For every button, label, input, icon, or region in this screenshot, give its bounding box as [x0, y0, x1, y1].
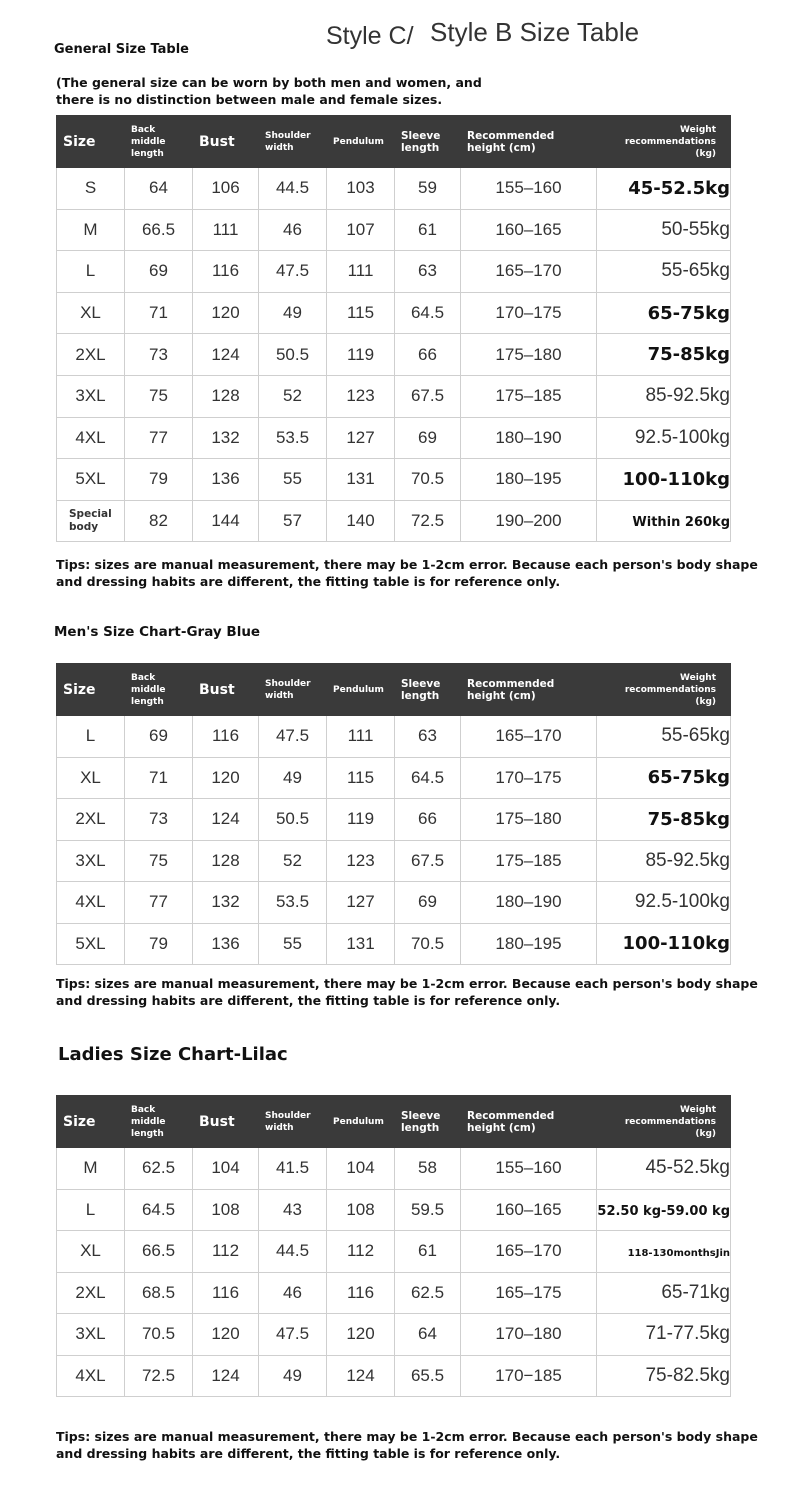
header-recommended-height: [461, 1096, 597, 1148]
header-weight-line1: Weight: [680, 672, 716, 683]
header-weight-line2: recommendations (kg): [624, 136, 716, 159]
size-cell: M: [57, 1148, 125, 1190]
weight-cell: [597, 1314, 731, 1356]
back-length-cell: 77: [125, 882, 193, 924]
back-length-cell: 64.5: [125, 1189, 193, 1231]
back-length-cell: 69: [125, 251, 193, 293]
weight-value: 75-85kg: [647, 344, 730, 366]
pendulum-cell: 131: [327, 459, 395, 501]
weight-cell: [597, 1231, 731, 1273]
header-size: [57, 1096, 125, 1148]
shoulder-width-cell: 46: [259, 209, 327, 251]
recommended-height-cell: 175–180: [461, 799, 597, 841]
bust-cell: 120: [193, 1314, 259, 1356]
header-recommended-height-line1: Recommended: [467, 1109, 555, 1122]
shoulder-width-cell: 50.5: [259, 334, 327, 376]
weight-value: 100-110kg: [622, 468, 730, 490]
weight-value: 118-130monthsJin: [627, 1248, 730, 1260]
shoulder-width-cell: 52: [259, 840, 327, 882]
bust-cell: 144: [193, 500, 259, 542]
pendulum-cell: 131: [327, 923, 395, 965]
header-weight-line1: Weight: [680, 1104, 716, 1115]
bust-cell: 104: [193, 1148, 259, 1190]
sleeve-length-cell: 67.5: [395, 840, 461, 882]
table-row: [57, 292, 731, 334]
weight-cell: [597, 716, 731, 758]
size-cell: 4XL: [57, 882, 125, 924]
shoulder-width-cell: 43: [259, 1189, 327, 1231]
header-sleeve-length-line2: length: [401, 141, 440, 154]
weight-value: 75-85kg: [647, 808, 730, 830]
size-cell: S: [57, 168, 125, 210]
header-back-length-line1: Back middle: [131, 672, 166, 695]
table-row: [57, 1148, 731, 1190]
recommended-height-cell: 190–200: [461, 500, 597, 542]
sleeve-length-cell: 69: [395, 882, 461, 924]
size-cell: 4XL: [57, 417, 125, 459]
recommended-height-cell: 170−185: [461, 1355, 597, 1397]
header-weight-line1: Weight: [680, 124, 716, 135]
shoulder-width-cell: 46: [259, 1272, 327, 1314]
back-length-cell: 82: [125, 500, 193, 542]
pendulum-cell: 104: [327, 1148, 395, 1190]
recommended-height-cell: 160–165: [461, 1189, 597, 1231]
bust-cell: 116: [193, 1272, 259, 1314]
table-row: [57, 334, 731, 376]
bust-cell: 132: [193, 417, 259, 459]
weight-cell: [597, 1189, 731, 1231]
bust-cell: 111: [193, 209, 259, 251]
header-shoulder-width-line2: width: [265, 1122, 294, 1133]
bust-cell: 124: [193, 799, 259, 841]
weight-cell: [597, 375, 731, 417]
back-length-cell: 66.5: [125, 209, 193, 251]
weight-value: 85-92.5kg: [645, 849, 730, 871]
header-sleeve-length: [395, 116, 461, 168]
sleeve-length-cell: 66: [395, 334, 461, 376]
recommended-height-cell: 160–165: [461, 209, 597, 251]
header-weight: [597, 116, 731, 168]
recommended-height-cell: 180–190: [461, 882, 597, 924]
back-length-cell: 71: [125, 292, 193, 334]
table-row: [57, 1231, 731, 1273]
shoulder-width-cell: 49: [259, 1355, 327, 1397]
weight-value: 65-75kg: [647, 302, 730, 324]
weight-cell: [597, 209, 731, 251]
tips-line1: Tips: sizes are manual measurement, there may be 1-2cm error. Because each person's body shape: [56, 1429, 758, 1444]
header-weight-line2: recommendations (kg): [624, 1116, 716, 1139]
size-cell: 2XL: [57, 334, 125, 376]
general-note: [56, 74, 482, 108]
recommended-height-cell: 180–195: [461, 923, 597, 965]
header-sleeve-length: [395, 664, 461, 716]
back-length-cell: 72.5: [125, 1355, 193, 1397]
recommended-height-cell: 155–160: [461, 1148, 597, 1190]
size-cell: Special body: [57, 500, 125, 542]
back-length-cell: 68.5: [125, 1272, 193, 1314]
header-back-length-line1: Back middle: [131, 124, 166, 147]
table-row: [57, 1189, 731, 1231]
header-size: [57, 664, 125, 716]
pendulum-cell: 107: [327, 209, 395, 251]
pendulum-cell: 140: [327, 500, 395, 542]
header-back-length-line1: Back middle: [131, 1104, 166, 1127]
bust-cell: 128: [193, 375, 259, 417]
table-row: [57, 417, 731, 459]
back-length-cell: 79: [125, 459, 193, 501]
size-cell: 3XL: [57, 1314, 125, 1356]
header-size-line1: Size: [63, 1113, 96, 1130]
sleeve-length-cell: 59.5: [395, 1189, 461, 1231]
header-pendulum: [327, 116, 395, 168]
shoulder-width-cell: 55: [259, 459, 327, 501]
weight-value: Within 260kg: [632, 515, 730, 531]
pendulum-cell: 115: [327, 292, 395, 334]
pendulum-cell: 127: [327, 417, 395, 459]
header-sleeve-length-line1: Sleeve: [401, 677, 441, 690]
bust-cell: 116: [193, 716, 259, 758]
weight-value: 65-71kg: [661, 1281, 730, 1303]
weight-value: 45-52.5kg: [628, 177, 730, 199]
weight-value: 52.50 kg-59.00 kg: [597, 1203, 730, 1219]
tips-line2: and dressing habits are different, the fitting table is for reference only.: [56, 1446, 561, 1461]
recommended-height-cell: 165–170: [461, 1231, 597, 1273]
mens-table-title: Men's Size Chart-Gray Blue: [54, 624, 261, 640]
header-sleeve-length: [395, 1096, 461, 1148]
shoulder-width-cell: 52: [259, 375, 327, 417]
pendulum-cell: 123: [327, 375, 395, 417]
header-pendulum: [327, 664, 395, 716]
header-weight: [597, 1096, 731, 1148]
shoulder-width-cell: 49: [259, 757, 327, 799]
back-length-cell: 79: [125, 923, 193, 965]
weight-cell: [597, 1272, 731, 1314]
pendulum-cell: 111: [327, 251, 395, 293]
size-cell: XL: [57, 757, 125, 799]
weight-cell: [597, 292, 731, 334]
weight-cell: [597, 334, 731, 376]
weight-cell: [597, 168, 731, 210]
size-cell: M: [57, 209, 125, 251]
header-recommended-height: [461, 116, 597, 168]
header-pendulum: [327, 1096, 395, 1148]
table-row: [57, 757, 731, 799]
weight-cell: [597, 757, 731, 799]
weight-cell: [597, 459, 731, 501]
recommended-height-cell: 170–180: [461, 1314, 597, 1356]
sleeve-length-cell: 66: [395, 799, 461, 841]
ladies-tips: [56, 1428, 758, 1462]
recommended-height-cell: 180–195: [461, 459, 597, 501]
weight-value: 92.5-100kg: [634, 891, 730, 913]
weight-value: 55-65kg: [661, 725, 730, 747]
page-title-part1: Style C/: [326, 22, 414, 50]
back-length-cell: 73: [125, 799, 193, 841]
shoulder-width-cell: 57: [259, 500, 327, 542]
table-row: [57, 500, 731, 542]
pendulum-cell: 127: [327, 882, 395, 924]
table-row: [57, 459, 731, 501]
sleeve-length-cell: 63: [395, 716, 461, 758]
size-cell: 3XL: [57, 840, 125, 882]
header-back-length: [125, 664, 193, 716]
header-shoulder-width-line1: Shoulder: [265, 678, 311, 689]
back-length-cell: 69: [125, 716, 193, 758]
shoulder-width-cell: 47.5: [259, 1314, 327, 1356]
general-size-table: [56, 115, 731, 542]
header-shoulder-width: [259, 1096, 327, 1148]
general-note-line1: (The general size can be worn by both men and women, and: [56, 75, 482, 90]
general-tips: [56, 556, 758, 590]
recommended-height-cell: 175–180: [461, 334, 597, 376]
recommended-height-cell: 165–175: [461, 1272, 597, 1314]
size-cell: 2XL: [57, 799, 125, 841]
size-cell: L: [57, 716, 125, 758]
bust-cell: 120: [193, 292, 259, 334]
table-row: [57, 799, 731, 841]
pendulum-cell: 115: [327, 757, 395, 799]
mens-size-table: [56, 663, 731, 965]
weight-value: 100-110kg: [622, 933, 730, 955]
shoulder-width-cell: 49: [259, 292, 327, 334]
sleeve-length-cell: 59: [395, 168, 461, 210]
weight-value: 45-52.5kg: [645, 1157, 730, 1179]
back-length-cell: 71: [125, 757, 193, 799]
shoulder-width-cell: 44.5: [259, 1231, 327, 1273]
header-shoulder-width-line2: width: [265, 142, 294, 153]
header-pendulum-line1: Pendulum: [333, 684, 384, 695]
header-bust: [193, 116, 259, 168]
shoulder-width-cell: 53.5: [259, 882, 327, 924]
shoulder-width-cell: 53.5: [259, 417, 327, 459]
bust-cell: 112: [193, 1231, 259, 1273]
pendulum-cell: 111: [327, 716, 395, 758]
bust-cell: 136: [193, 923, 259, 965]
sleeve-length-cell: 69: [395, 417, 461, 459]
table-row: [57, 923, 731, 965]
header-bust-line1: Bust: [199, 681, 235, 698]
bust-cell: 132: [193, 882, 259, 924]
ladies-table-title: Ladies Size Chart-Lilac: [58, 1044, 288, 1065]
sleeve-length-cell: 64.5: [395, 292, 461, 334]
pendulum-cell: 119: [327, 334, 395, 376]
pendulum-cell: 112: [327, 1231, 395, 1273]
weight-cell: [597, 500, 731, 542]
weight-value: 85-92.5kg: [645, 385, 730, 407]
back-length-cell: 75: [125, 840, 193, 882]
sleeve-length-cell: 72.5: [395, 500, 461, 542]
header-weight: [597, 664, 731, 716]
sleeve-length-cell: 63: [395, 251, 461, 293]
weight-cell: [597, 799, 731, 841]
weight-cell: [597, 417, 731, 459]
table-header-row: [57, 664, 731, 716]
back-length-cell: 75: [125, 375, 193, 417]
header-recommended-height: [461, 664, 597, 716]
header-size-line1: Size: [63, 133, 96, 150]
general-note-line2: there is no distinction between male and female sizes.: [56, 92, 443, 107]
header-shoulder-width: [259, 664, 327, 716]
bust-cell: 120: [193, 757, 259, 799]
back-length-cell: 64: [125, 168, 193, 210]
sleeve-length-cell: 65.5: [395, 1355, 461, 1397]
pendulum-cell: 124: [327, 1355, 395, 1397]
tips-line2: and dressing habits are different, the fitting table is for reference only.: [56, 574, 561, 589]
shoulder-width-cell: 47.5: [259, 251, 327, 293]
header-bust: [193, 1096, 259, 1148]
header-back-length-line2: length: [131, 696, 164, 707]
header-pendulum-line1: Pendulum: [333, 136, 384, 147]
recommended-height-cell: 170–175: [461, 292, 597, 334]
sleeve-length-cell: 64: [395, 1314, 461, 1356]
header-back-length: [125, 1096, 193, 1148]
table-row: [57, 716, 731, 758]
bust-cell: 128: [193, 840, 259, 882]
size-cell: L: [57, 251, 125, 293]
back-length-cell: 62.5: [125, 1148, 193, 1190]
table-row: [57, 375, 731, 417]
header-sleeve-length-line2: length: [401, 1121, 440, 1134]
sleeve-length-cell: 61: [395, 1231, 461, 1273]
header-back-length: [125, 116, 193, 168]
back-length-cell: 77: [125, 417, 193, 459]
pendulum-cell: 116: [327, 1272, 395, 1314]
header-size-line1: Size: [63, 681, 96, 698]
back-length-cell: 70.5: [125, 1314, 193, 1356]
bust-cell: 136: [193, 459, 259, 501]
sleeve-length-cell: 70.5: [395, 459, 461, 501]
weight-value: 92.5-100kg: [634, 426, 730, 448]
pendulum-cell: 120: [327, 1314, 395, 1356]
size-cell: 5XL: [57, 459, 125, 501]
recommended-height-cell: 175–185: [461, 840, 597, 882]
weight-value: 50-55kg: [661, 218, 730, 240]
table-row: [57, 882, 731, 924]
shoulder-width-cell: 47.5: [259, 716, 327, 758]
header-bust: [193, 664, 259, 716]
tips-line2: and dressing habits are different, the fitting table is for reference only.: [56, 993, 561, 1008]
bust-cell: 108: [193, 1189, 259, 1231]
weight-cell: [597, 840, 731, 882]
shoulder-width-cell: 44.5: [259, 168, 327, 210]
header-bust-line1: Bust: [199, 133, 235, 150]
header-shoulder-width-line2: width: [265, 690, 294, 701]
pendulum-cell: 108: [327, 1189, 395, 1231]
weight-cell: [597, 1355, 731, 1397]
pendulum-cell: 103: [327, 168, 395, 210]
weight-cell: [597, 923, 731, 965]
tips-line1: Tips: sizes are manual measurement, there may be 1-2cm error. Because each person's body shape: [56, 557, 758, 572]
table-header-row: [57, 116, 731, 168]
mens-tips: [56, 975, 758, 1009]
header-sleeve-length-line2: length: [401, 689, 440, 702]
shoulder-width-cell: 50.5: [259, 799, 327, 841]
recommended-height-cell: 165–170: [461, 716, 597, 758]
table-row: [57, 251, 731, 293]
bust-cell: 106: [193, 168, 259, 210]
sleeve-length-cell: 62.5: [395, 1272, 461, 1314]
recommended-height-cell: 180–190: [461, 417, 597, 459]
header-bust-line1: Bust: [199, 1113, 235, 1130]
sleeve-length-cell: 61: [395, 209, 461, 251]
weight-value: 71-77.5kg: [645, 1323, 730, 1345]
header-sleeve-length-line1: Sleeve: [401, 1109, 441, 1122]
weight-value: 75-82.5kg: [645, 1364, 730, 1386]
recommended-height-cell: 170–175: [461, 757, 597, 799]
header-back-length-line2: length: [131, 148, 164, 159]
recommended-height-cell: 175–185: [461, 375, 597, 417]
recommended-height-cell: 155–160: [461, 168, 597, 210]
table-row: [57, 1314, 731, 1356]
header-recommended-height-line2: height (cm): [467, 1121, 536, 1134]
bust-cell: 116: [193, 251, 259, 293]
weight-cell: [597, 251, 731, 293]
header-recommended-height-line2: height (cm): [467, 689, 536, 702]
back-length-cell: 66.5: [125, 1231, 193, 1273]
header-size: [57, 116, 125, 168]
size-cell: 4XL: [57, 1355, 125, 1397]
weight-value: 55-65kg: [661, 260, 730, 282]
table-row: [57, 168, 731, 210]
header-recommended-height-line2: height (cm): [467, 141, 536, 154]
table-header-row: [57, 1096, 731, 1148]
back-length-cell: 73: [125, 334, 193, 376]
header-shoulder-width-line1: Shoulder: [265, 130, 311, 141]
sleeve-length-cell: 67.5: [395, 375, 461, 417]
size-cell: 2XL: [57, 1272, 125, 1314]
sleeve-length-cell: 58: [395, 1148, 461, 1190]
header-weight-line2: recommendations (kg): [624, 684, 716, 707]
shoulder-width-cell: 55: [259, 923, 327, 965]
header-shoulder-width: [259, 116, 327, 168]
bust-cell: 124: [193, 334, 259, 376]
general-table-title: General Size Table: [54, 42, 189, 57]
pendulum-cell: 123: [327, 840, 395, 882]
pendulum-cell: 119: [327, 799, 395, 841]
weight-cell: [597, 1148, 731, 1190]
size-cell: 5XL: [57, 923, 125, 965]
header-pendulum-line1: Pendulum: [333, 1116, 384, 1127]
header-back-length-line2: length: [131, 1128, 164, 1139]
weight-cell: [597, 882, 731, 924]
size-cell: XL: [57, 1231, 125, 1273]
header-recommended-height-line1: Recommended: [467, 677, 555, 690]
header-sleeve-length-line1: Sleeve: [401, 129, 441, 142]
page-title-part2: Style B Size Table: [430, 17, 640, 47]
sleeve-length-cell: 64.5: [395, 757, 461, 799]
bust-cell: 124: [193, 1355, 259, 1397]
weight-value: 65-75kg: [647, 767, 730, 789]
recommended-height-cell: 165–170: [461, 251, 597, 293]
shoulder-width-cell: 41.5: [259, 1148, 327, 1190]
table-row: [57, 209, 731, 251]
header-shoulder-width-line1: Shoulder: [265, 1110, 311, 1121]
sleeve-length-cell: 70.5: [395, 923, 461, 965]
header-recommended-height-line1: Recommended: [467, 129, 555, 142]
ladies-size-table: [56, 1095, 731, 1397]
table-row: [57, 840, 731, 882]
size-cell: 3XL: [57, 375, 125, 417]
tips-line1: Tips: sizes are manual measurement, there may be 1-2cm error. Because each person's body shape: [56, 976, 758, 991]
table-row: [57, 1272, 731, 1314]
size-cell: L: [57, 1189, 125, 1231]
table-row: [57, 1355, 731, 1397]
size-cell: XL: [57, 292, 125, 334]
